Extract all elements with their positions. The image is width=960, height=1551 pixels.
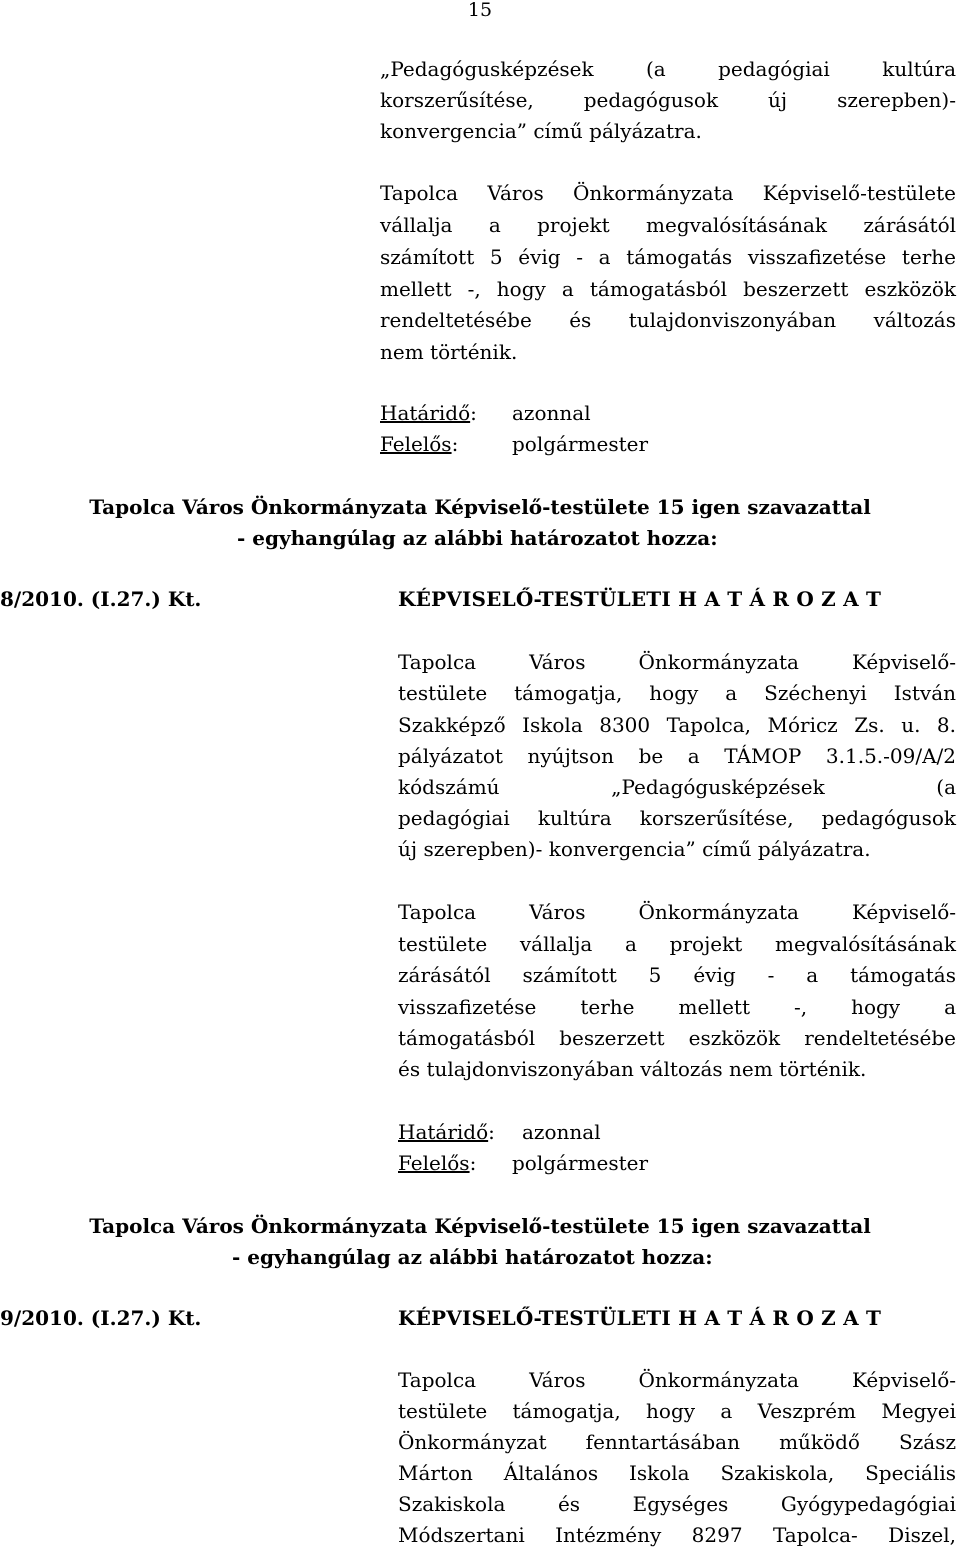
text-line: támogatásból beszerzett eszközök rendeltetésébe [398,1026,956,1050]
text-line: testülete támogatja, hogy a Széchenyi István [398,681,956,705]
responsible-colon: : [469,1151,477,1175]
vote-statement-cont: - egyhangúlag az alábbi határozatot hozza: [237,526,718,550]
deadline-colon: : [470,401,477,425]
deadline-label: Határidő [398,1120,489,1144]
text-line: „Pedagógusképzések (a pedagógiai kultúra [380,57,956,81]
deadline-label: Határidő [380,401,471,425]
text-line: Márton Általános Iskola Szakiskola, Speciális [398,1461,956,1485]
deadline-value: azonnal [522,1120,601,1144]
text-line: Tapolca Város Önkormányzata Képviselő-testülete [380,181,956,205]
text-line: és tulajdonviszonyában változás nem történik. [398,1057,867,1081]
text-line: Önkormányzat fenntartásában működő Szász [398,1430,956,1454]
page-number: 15 [467,0,493,21]
vote-statement: Tapolca Város Önkormányzata Képviselő-testülete 15 igen szavazattal [89,1214,871,1238]
responsible-row [380,429,458,459]
text-line: testülete támogatja, hogy a Veszprém Megyei [398,1399,956,1423]
deadline-value: azonnal [512,401,591,425]
text-line: Tapolca Város Önkormányzata Képviselő- [398,900,956,924]
text-line: rendeltetésébe és tulajdonviszonyában változás [380,308,956,332]
resolution-number: 8/2010. (I.27.) Kt. [0,587,202,611]
responsible-label: Felelős [380,432,452,456]
text-line: Módszertani Intézmény 8297 Tapolca- Diszel, [398,1523,956,1547]
text-line: testülete vállalja a projekt megvalósításának [398,932,956,956]
text-line: nem történik. [380,340,518,364]
resolution-title: KÉPVISELŐ-TESTÜLETI H A T Á R O Z A T [398,587,882,611]
text-line: új szerepben)- konvergencia” című pályázatra. [398,837,871,861]
text-line: kódszámú „Pedagógusképzések (a [398,775,956,799]
text-line: számított 5 évig - a támogatás visszafizetése terhe [380,245,956,269]
responsible-colon: : [451,432,459,456]
deadline-colon: : [488,1120,495,1144]
vote-statement-cont: - egyhangúlag az alábbi határozatot hozza: [232,1245,713,1269]
text-line: pályázatot nyújtson be a TÁMOP 3.1.5.-09/A/2 [398,744,956,768]
responsible-row [398,1148,476,1178]
resolution-number: 9/2010. (I.27.) Kt. [0,1306,202,1330]
text-line: vállalja a projekt megvalósításának zárásától [380,213,956,237]
text-line: Szakképző Iskola 8300 Tapolca, Móricz Zs. u. 8. [398,713,956,737]
text-line: Tapolca Város Önkormányzata Képviselő- [398,650,956,674]
text-line: konvergencia” című pályázatra. [380,119,702,143]
responsible-label: Felelős [398,1151,470,1175]
text-line: Szakiskola és Egységes Gyógypedagógiai [398,1492,956,1516]
text-line: mellett -, hogy a támogatásból beszerzett eszközök [380,277,956,301]
deadline-row [380,398,477,428]
resolution-title: KÉPVISELŐ-TESTÜLETI H A T Á R O Z A T [398,1306,882,1330]
text-line: korszerűsítése, pedagógusok új szerepben)- [380,88,956,112]
text-line: zárásától számított 5 évig - a támogatás [398,963,956,987]
vote-statement: Tapolca Város Önkormányzata Képviselő-testülete 15 igen szavazattal [89,495,871,519]
text-line: visszafizetése terhe mellett -, hogy a [398,995,956,1019]
responsible-value: polgármester [512,1151,649,1175]
text-line: Tapolca Város Önkormányzata Képviselő- [398,1368,956,1392]
text-line: pedagógiai kultúra korszerűsítése, pedagógusok [398,806,956,830]
responsible-value: polgármester [512,432,649,456]
deadline-row [398,1117,495,1147]
